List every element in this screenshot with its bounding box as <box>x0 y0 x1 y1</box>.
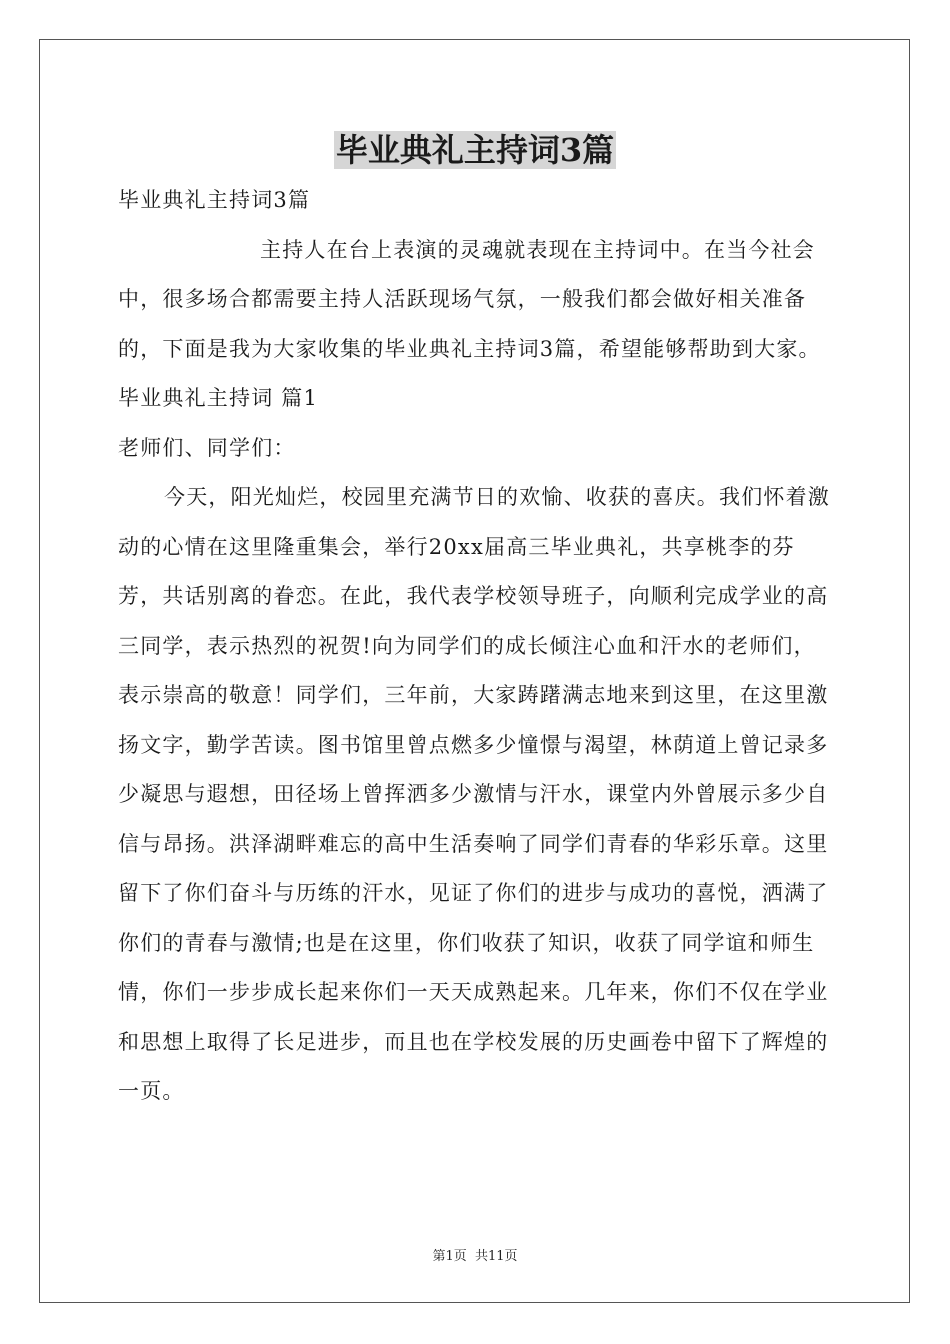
page-footer: 第1页 共11页 <box>432 1249 518 1264</box>
document-title <box>0 128 950 172</box>
intro-paragraph: 主持人在台上表演的灵魂就表现在主持词中。在当今社会中，很多场合都需要主持人活跃现场气氛，一般我们都会做好相关准备的，下面是我为大家收集的毕业典礼主持词3篇，希望能够帮助到大家。 <box>118 237 821 361</box>
section-heading: 毕业典礼主持词 篇1 <box>118 386 319 410</box>
subtitle-line: 毕业典礼主持词3篇 <box>118 188 311 212</box>
document-title-text: 毕业典礼主持词3篇 <box>335 131 615 169</box>
body-paragraph: 今天，阳光灿烂，校园里充满节日的欢愉、收获的喜庆。我们怀着激动的心情在这里隆重集会，举行20xx届高三毕业典礼，共享桃李的芬芳，共话别离的眷恋。在此，我代表学校领导班子，向顺利完成学业的高三同学，表示热烈的祝贺!向为同学们的成长倾注心血和汗水的老师们，表示崇高的敬意！同学们，三年前，大家踌躇满志地来到这里，在这里激扬文字，勤学苦读。图书馆里曾点燃多少憧憬与渴望，林荫道上曾记录多少凝思与遐想，田径场上曾挥洒多少激情与汗水，课堂内外曾展示多少自信与昂扬。洪泽湖畔难忘的高中生活奏响了同学们青春的华彩乐章。这里留下了你们奋斗与历练的汗水，见证了你们的进步与成功的喜悦，洒满了你们的青春与激情;也是在这里，你们收获了知识，收获了同学谊和师生情，你们一步步成长起来你们一天天成熟起来。几年来，你们不仅在学业和思想上取得了长足进步，而且也在学校发展的历史画卷中留下了辉煌的一页。 <box>118 485 830 1103</box>
greeting-line: 老师们、同学们： <box>118 435 296 460</box>
document-body <box>118 176 833 1117</box>
